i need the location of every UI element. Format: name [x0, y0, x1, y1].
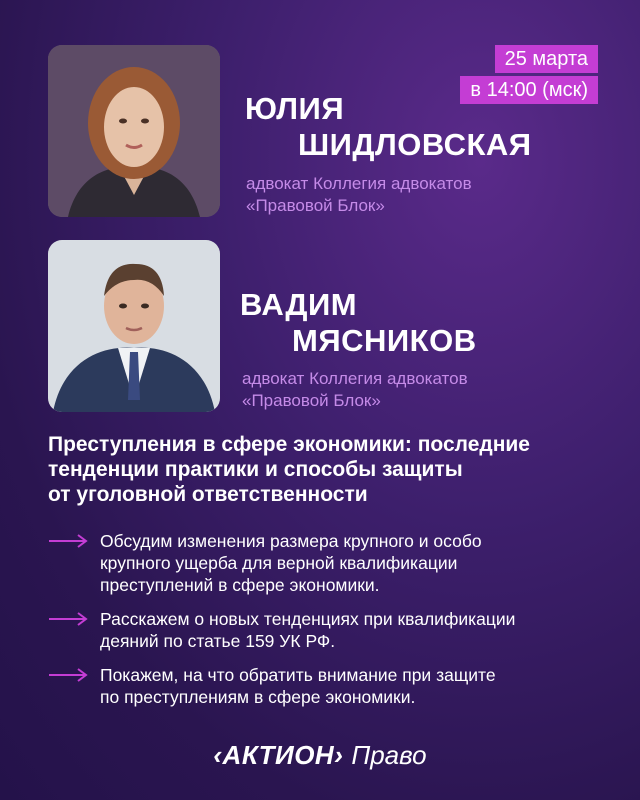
agenda-item-line: Обсудим изменения размера крупного и особо: [100, 531, 482, 551]
webinar-title: [48, 432, 608, 507]
agenda-item: [48, 530, 608, 596]
agenda-item-line: преступлений в сфере экономики.: [100, 575, 380, 595]
webinar-title-line1: Преступления в сфере экономики: последние: [48, 433, 530, 456]
speaker-1-last-name: ШИДЛОВСКАЯ: [298, 127, 532, 162]
agenda-item-line: крупного ущерба для верной квалификации: [100, 553, 458, 573]
speaker-2-last-name: МЯСНИКОВ: [292, 323, 477, 358]
agenda-item-line: деяний по статье 159 УК РФ.: [100, 631, 336, 651]
event-time-badge: в 14:00 (мск): [460, 76, 598, 104]
event-date-badge: 25 марта: [495, 45, 598, 73]
webinar-title-line3: от уголовной ответственности: [48, 483, 368, 506]
agenda-item-line: Покажем, на что обратить внимание при защите: [100, 665, 496, 685]
speaker-1-first-name: ЮЛИЯ: [245, 91, 345, 126]
agenda-list: [48, 530, 608, 720]
speaker-2-role-line2: «Правовой Блок»: [242, 391, 381, 410]
speaker-1-role: [246, 173, 472, 217]
speaker-1-role-line1: адвокат Коллегия адвокатов: [246, 174, 472, 193]
arrow-right-icon: [48, 612, 88, 626]
agenda-item: [48, 664, 608, 708]
speaker-2-role-line1: адвокат Коллегия адвокатов: [242, 369, 468, 388]
speaker-2-photo: [48, 240, 220, 412]
speaker-1-photo: [48, 45, 220, 217]
agenda-item-line: по преступлениям в сфере экономики.: [100, 687, 416, 707]
logo-brand: ‹АКТИОН›: [213, 740, 344, 770]
speaker-1-role-line2: «Правовой Блок»: [246, 196, 385, 215]
logo-sub: Право: [351, 740, 427, 770]
speaker-2-role: [242, 368, 468, 412]
arrow-right-icon: [48, 534, 88, 548]
webinar-title-line2: тенденции практики и способы защиты: [48, 458, 463, 481]
speaker-1-portrait: [48, 45, 220, 217]
aktion-pravo-logo: [0, 740, 640, 771]
agenda-item-line: Расскажем о новых тенденциях при квалификации: [100, 609, 516, 629]
agenda-item: [48, 608, 608, 652]
speaker-2-first-name: ВАДИМ: [240, 287, 358, 322]
speaker-2-portrait: [48, 240, 220, 412]
arrow-right-icon: [48, 668, 88, 682]
